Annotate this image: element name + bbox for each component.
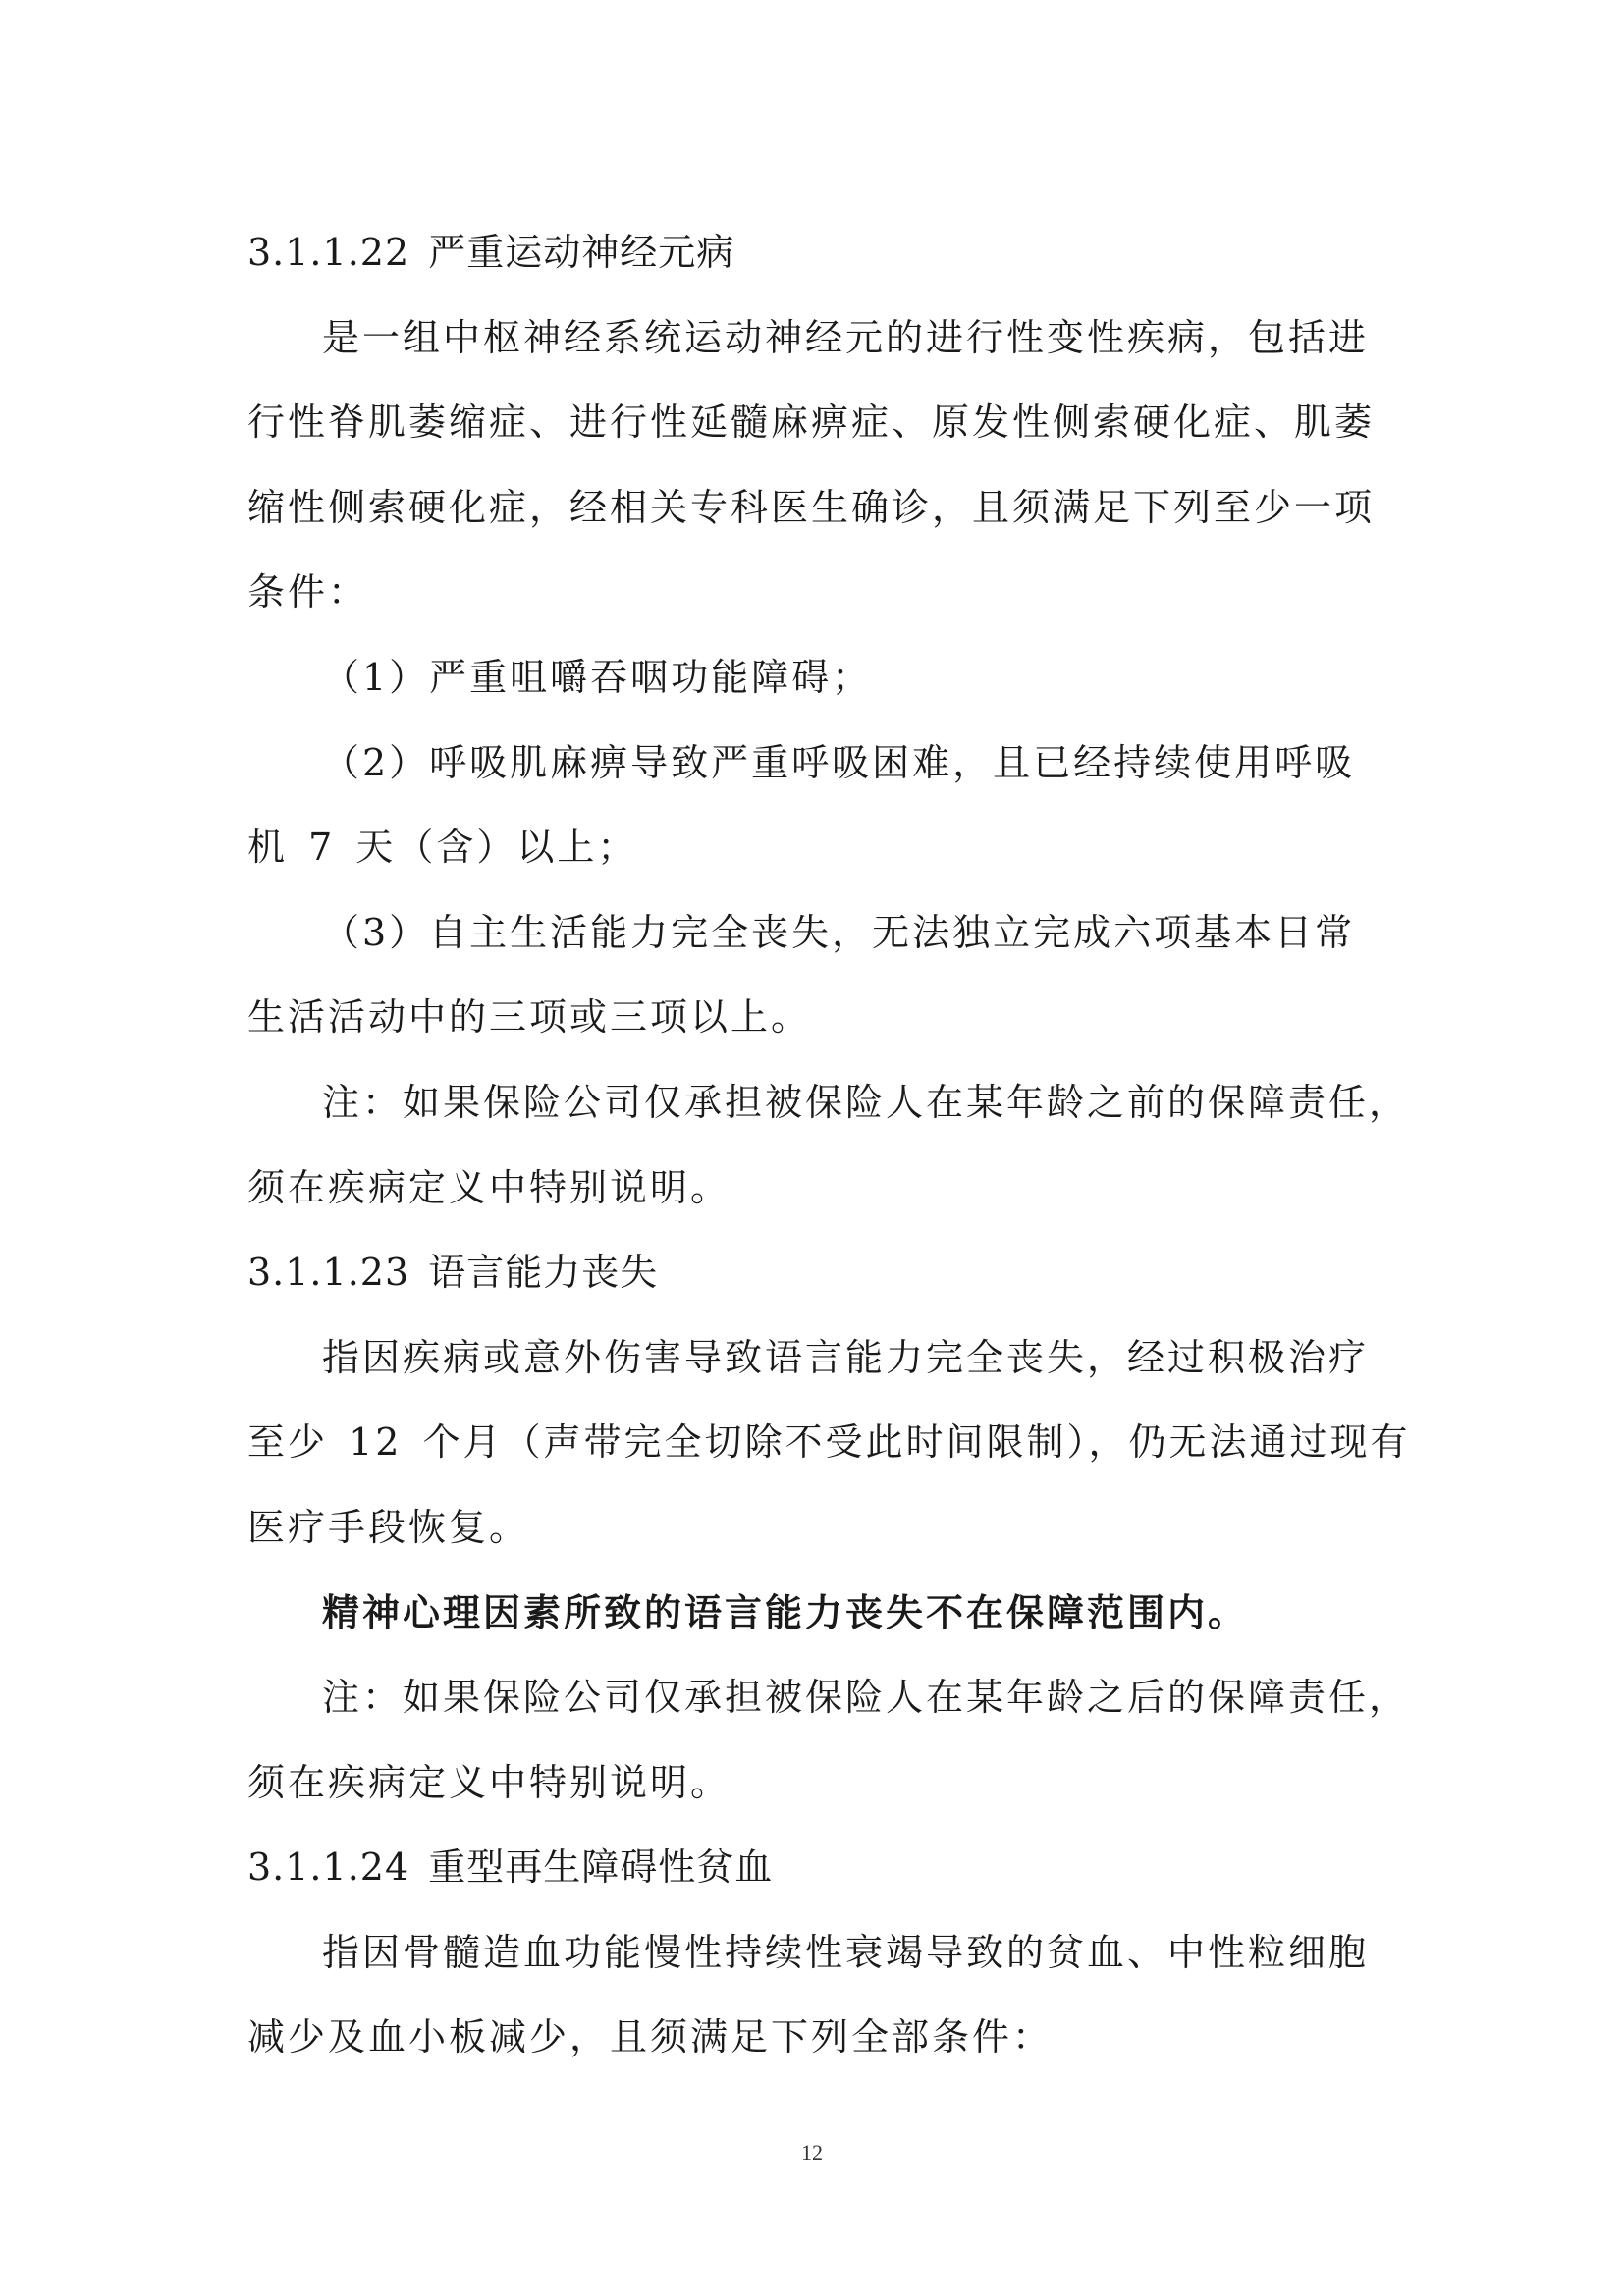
condition-item-3: （3）自主生活能力完全丧失，无法独立完成六项基本日常 (322, 910, 1356, 954)
paragraph-line: 缩性侧索硬化症，经相关专科医生确诊，且须满足下列至少一项 (247, 485, 1376, 529)
paragraph-line: 医疗手段恢复。 (247, 1505, 530, 1549)
condition-item-1: （1）严重咀嚼吞咽功能障碍； (322, 655, 873, 699)
condition-item-2-cont: 机 7 天（含）以上； (247, 826, 638, 870)
paragraph-line: 至少 12 个月（声带完全切除不受此时间限制），仍无法通过现有 (247, 1420, 1411, 1465)
paragraph-line: 是一组中枢神经系统运动神经元的进行性变性疾病，包括进 (322, 315, 1370, 359)
paragraph-line: 指因疾病或意外伤害导致语言能力完全丧失，经过积极治疗 (322, 1335, 1370, 1379)
note-paragraph-cont: 须在疾病定义中特别说明。 (247, 1760, 731, 1804)
page-number: 12 (801, 2140, 823, 2164)
paragraph-line: 指因骨髓造血功能慢性持续性衰竭导致的贫血、中性粒细胞 (322, 1930, 1370, 1974)
condition-item-3-cont: 生活活动中的三项或三项以上。 (247, 995, 812, 1040)
document-body (247, 210, 1411, 2080)
paragraph-line: 减少及血小板减少，且须满足下列全部条件： (247, 2015, 1054, 2059)
note-paragraph: 注：如果保险公司仅承担被保险人在某年龄之前的保障责任， (322, 1080, 1410, 1124)
note-paragraph: 注：如果保险公司仅承担被保险人在某年龄之后的保障责任， (322, 1676, 1410, 1720)
section-heading-3-1-1-24: 3.1.1.24 重型再生障碍性贫血 (247, 1845, 774, 1890)
paragraph-line: 行性脊肌萎缩症、进行性延髓麻痹症、原发性侧索硬化症、肌萎 (247, 400, 1376, 445)
condition-item-2: （2）呼吸肌麻痹导致严重呼吸困难，且已经持续使用呼吸 (322, 740, 1356, 784)
note-paragraph-cont: 须在疾病定义中特别说明。 (247, 1165, 731, 1209)
paragraph-line: 条件： (247, 570, 369, 614)
section-heading-3-1-1-22: 3.1.1.22 严重运动神经元病 (247, 231, 735, 274)
section-heading-3-1-1-23: 3.1.1.23 语言能力丧失 (247, 1251, 659, 1295)
exclusion-statement: 精神心理因素所致的语言能力丧失不在保障范围内。 (322, 1589, 1249, 1634)
